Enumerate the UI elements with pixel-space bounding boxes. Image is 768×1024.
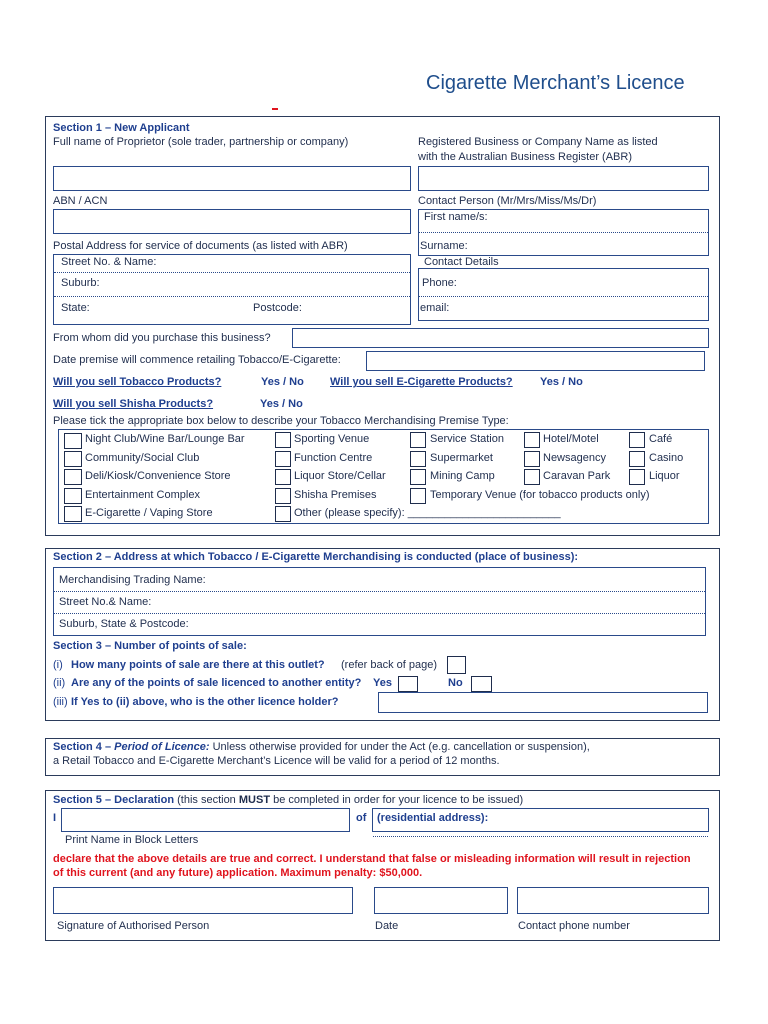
checkbox-nightclub[interactable] [64, 433, 82, 449]
checkbox-cafe[interactable] [629, 432, 645, 448]
suburb-state-label: Suburb, State & Postcode: [59, 618, 189, 630]
first-name-label: First name/s: [424, 211, 488, 223]
section-4-text-1 [53, 741, 590, 754]
label-newsagency: Newsagency [543, 452, 606, 464]
other-licence-holder-field[interactable] [378, 692, 708, 713]
business-label-2: with the Australian Business Register (ABR) [418, 151, 632, 163]
state-label: State: [61, 302, 90, 314]
section-3-heading: Section 3 – Number of points of sale: [53, 640, 247, 652]
i-label: I [53, 812, 57, 824]
shisha-question: Will you sell Shisha Products? [53, 398, 214, 410]
intro-text-2: be completed in order for your licence to be issued) [273, 794, 524, 806]
commence-date-label: Date premise will commence retailing Tobacco/E-Cigarette: [53, 354, 341, 366]
postal-label: Postal Address for service of documents (as listed with ABR) [53, 240, 348, 252]
section-5-intro [53, 794, 523, 807]
suburb-label: Suburb: [61, 277, 100, 289]
checkbox-community[interactable] [64, 451, 82, 467]
checkbox-q2-no[interactable] [471, 676, 492, 692]
section-2-heading: Section 2 – Address at which Tobacco / E-Cigarette Merchandising is conducted (place of business): [53, 551, 579, 563]
shisha-options[interactable]: Yes / No [260, 398, 303, 410]
label-temporary: Temporary Venue (for tobacco products only) [430, 489, 650, 501]
abn-label: ABN / ACN [53, 195, 108, 207]
contact-phone-field[interactable] [517, 887, 709, 914]
checkbox-sporting[interactable] [275, 432, 291, 448]
signature-label: Signature of Authorised Person [57, 920, 210, 932]
checkbox-liquor[interactable] [629, 469, 645, 485]
label-hotel: Hotel/Motel [543, 433, 599, 445]
trading-name-divider [54, 591, 705, 592]
checkbox-shisha[interactable] [275, 488, 291, 504]
declaration-text-1: declare that the above details are true and correct. I understand that false or misleading information will result in rejection [53, 853, 691, 865]
declaration-text-2: of this current (and any future) application. Maximum penalty: $50,000. [53, 867, 423, 879]
checkbox-ecig-store[interactable] [64, 506, 82, 522]
checkbox-hotel[interactable] [524, 432, 540, 448]
email-label: email: [420, 302, 450, 314]
street-divider [54, 272, 410, 273]
checkbox-casino[interactable] [629, 451, 645, 467]
checkbox-other[interactable] [275, 506, 291, 522]
label-nightclub: Night Club/Wine Bar/Lounge Bar [85, 433, 245, 445]
period-label: Period of Licence: [114, 741, 210, 753]
abn-field[interactable] [53, 209, 411, 234]
section-5-heading: Section 5 – Declaration [53, 794, 175, 806]
checkbox-deli[interactable] [64, 469, 82, 485]
checkbox-function[interactable] [275, 451, 291, 467]
label-cafe: Café [649, 433, 673, 445]
postcode-label: Postcode: [253, 302, 302, 314]
business-name-field[interactable] [418, 166, 709, 191]
print-name-label: Print Name in Block Letters [65, 834, 199, 846]
label-liquor: Liquor [649, 470, 680, 482]
residential-address-label: (residential address): [377, 812, 489, 824]
section-4-heading: Section 4 – [53, 741, 112, 753]
label-casino: Casino [649, 452, 684, 464]
q3-text: If Yes to (ii) above, who is the other licence holder? [71, 696, 339, 708]
suburb-divider [54, 296, 410, 297]
label-ecig-store: E-Cigarette / Vaping Store [85, 507, 213, 519]
label-entertainment: Entertainment Complex [85, 489, 200, 501]
checkbox-service-station[interactable] [410, 432, 426, 448]
checkbox-mining[interactable] [410, 469, 426, 485]
surname-label: Surname: [420, 240, 468, 252]
ecig-question: Will you sell E-Cigarette Products? [330, 376, 513, 388]
label-caravan: Caravan Park [543, 470, 611, 482]
residential-address-line [373, 836, 708, 837]
label-deli: Deli/Kiosk/Convenience Store [85, 470, 231, 482]
checkbox-caravan[interactable] [524, 469, 540, 485]
tobacco-question: Will you sell Tobacco Products? [53, 376, 222, 388]
checkbox-liquor-store[interactable] [275, 469, 291, 485]
print-name-field[interactable] [61, 808, 350, 832]
intro-text-1: (this section [177, 794, 236, 806]
street-label: Street No. & Name: [61, 256, 157, 268]
checkbox-temporary[interactable] [410, 488, 426, 504]
form-title: Cigarette Merchant’s Licence [426, 72, 685, 94]
label-service-station: Service Station [430, 433, 504, 445]
phone-divider [419, 296, 708, 297]
must-text: MUST [238, 794, 271, 806]
contact-details-label: Contact Details [424, 256, 499, 268]
q1-prefix: (i) [53, 659, 63, 671]
purchase-label: From whom did you purchase this business? [53, 332, 271, 344]
section-4-text: Unless otherwise provided for under the Act (e.g. cancellation or suspension), [212, 741, 590, 753]
label-other: Other (please specify): _________________________ [294, 507, 561, 519]
q1-text: How many points of sale are there at this outlet? [71, 659, 325, 671]
q1-note: (refer back of page) [341, 659, 437, 671]
points-of-sale-count-field[interactable] [447, 656, 466, 674]
date-label: Date [375, 920, 399, 932]
checkbox-q2-yes[interactable] [398, 676, 418, 692]
of-label: of [356, 812, 367, 824]
label-sporting: Sporting Venue [294, 433, 370, 445]
first-name-divider [419, 232, 708, 233]
q2-no-label: No [448, 677, 463, 689]
ecig-options[interactable]: Yes / No [540, 376, 583, 388]
checkbox-newsagency[interactable] [524, 451, 540, 467]
checkbox-supermarket[interactable] [410, 451, 426, 467]
street-address-divider [54, 613, 705, 614]
section-1-heading: Section 1 – New Applicant [53, 122, 190, 134]
business-label-1: Registered Business or Company Name as listed [418, 136, 658, 148]
date-field[interactable] [374, 887, 508, 914]
commence-date-field[interactable] [366, 351, 705, 371]
purchase-field[interactable] [292, 328, 709, 348]
phone-label: Phone: [422, 277, 457, 289]
red-mark [272, 108, 278, 110]
checkbox-entertainment[interactable] [64, 488, 82, 504]
proprietor-name-field[interactable] [53, 166, 411, 191]
q3-prefix: (iii) [53, 696, 68, 708]
label-mining: Mining Camp [430, 470, 495, 482]
section-4-text-2: a Retail Tobacco and E-Cigarette Merchant’s Licence will be valid for a period of 12 months. [53, 755, 500, 767]
tobacco-options[interactable]: Yes / No [261, 376, 304, 388]
q2-text: Are any of the points of sale licenced to another entity? [71, 677, 362, 689]
contact-phone-label: Contact phone number [518, 920, 630, 932]
trading-name-label: Merchandising Trading Name: [59, 574, 206, 586]
contact-person-label: Contact Person (Mr/Mrs/Miss/Ms/Dr) [418, 195, 597, 207]
tick-instruction: Please tick the appropriate box below to describe your Tobacco Merchandising Premise Type: [53, 415, 509, 427]
label-function: Function Centre [294, 452, 373, 464]
label-supermarket: Supermarket [430, 452, 493, 464]
q2-yes-label: Yes [373, 677, 392, 689]
contact-details-field[interactable] [418, 268, 709, 321]
q2-prefix: (ii) [53, 677, 66, 689]
label-community: Community/Social Club [85, 452, 200, 464]
street-address-label: Street No.& Name: [59, 596, 152, 608]
proprietor-label: Full name of Proprietor (sole trader, partnership or company) [53, 136, 349, 148]
label-shisha: Shisha Premises [294, 489, 377, 501]
label-liquor-store: Liquor Store/Cellar [294, 470, 386, 482]
signature-field[interactable] [53, 887, 353, 914]
